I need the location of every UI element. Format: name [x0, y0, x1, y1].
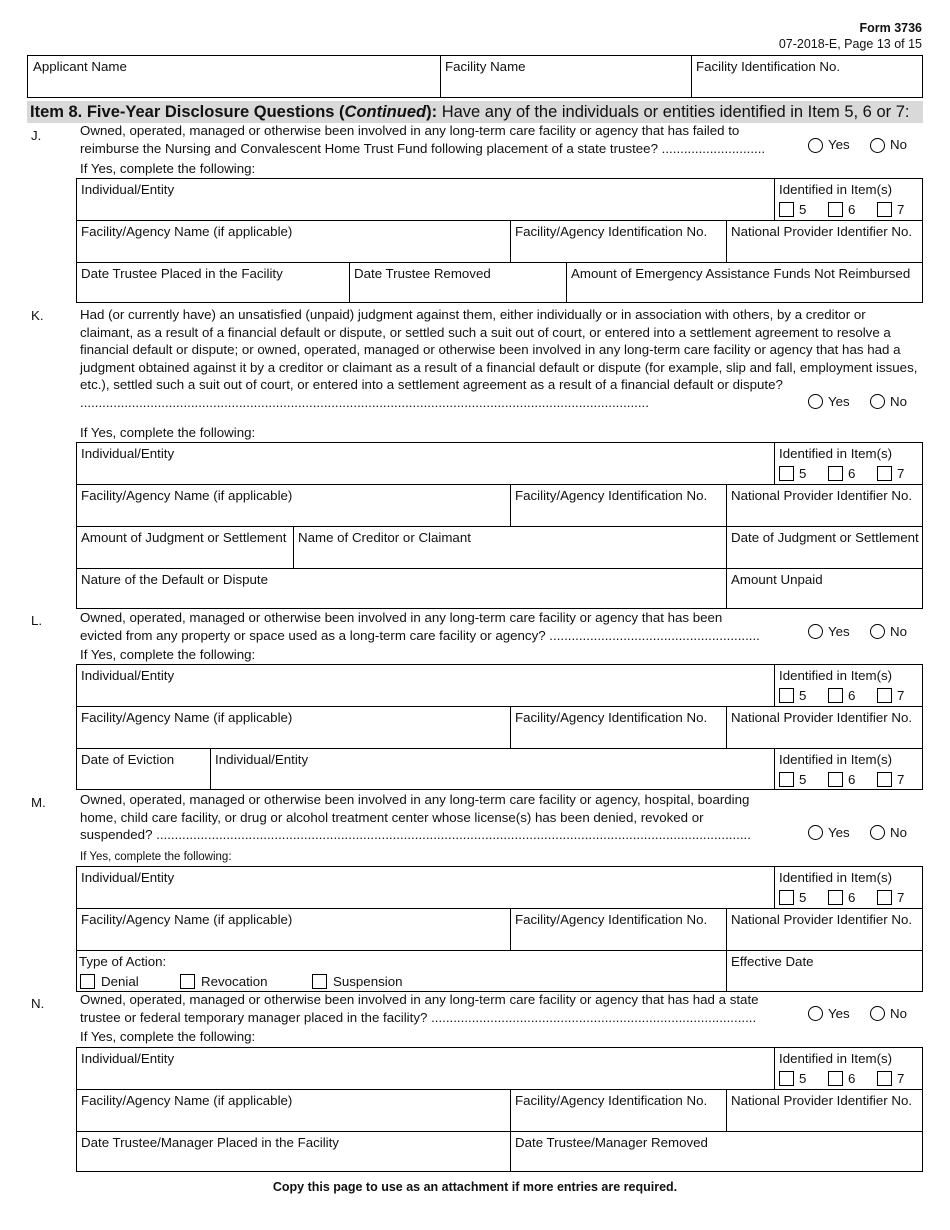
- k-date-judgment-label: Date of Judgment or Settlement: [731, 530, 919, 545]
- k-creditor-label: Name of Creditor or Claimant: [298, 530, 471, 545]
- m-item6-checkbox[interactable]: [828, 890, 843, 905]
- j-item7-label: 7: [897, 202, 905, 217]
- l-item6-checkbox[interactable]: [828, 688, 843, 703]
- m-item5-checkbox[interactable]: [779, 890, 794, 905]
- k-item5-label: 5: [799, 466, 807, 481]
- question-m-yes-radio[interactable]: [808, 825, 823, 840]
- m-suspension-checkbox[interactable]: [312, 974, 327, 989]
- question-n-yes-radio[interactable]: [808, 1006, 823, 1021]
- j-item6-label: 6: [848, 202, 856, 217]
- m-effective-date-label: Effective Date: [731, 954, 814, 969]
- n-date-placed-label: Date Trustee/Manager Placed in the Facility: [81, 1135, 339, 1150]
- m-item5-label: 5: [799, 890, 807, 905]
- question-k-text: Had (or currently have) an unsatisfied (unpaid) judgment against them, either individually or in association with others, by a creditor or claimant, as a result of a financial default or dispute, or settled such a suit out of court, or entered into a settlement agreement to resolve a financial default or dispute; or owned, operated, managed or otherwise been involved in any long-term care facility or agency that has had a judgment obtained against it by a creditor or claimant as a result of a financial default or dispute (for example, slip and fall, employment issues, etc.), settled such a suit out of court, or entered into a settlement agreement as a result of a financial default or dispute? ..........................................................................................................................................................: [80, 307, 918, 410]
- j-item5-checkbox[interactable]: [779, 202, 794, 217]
- applicant-name-label: Applicant Name: [33, 59, 127, 74]
- l-item5-label: 5: [799, 688, 807, 703]
- k-item7-checkbox[interactable]: [877, 466, 892, 481]
- m-type-action-label: Type of Action:: [79, 954, 167, 969]
- l-item7-checkbox[interactable]: [877, 688, 892, 703]
- j-item7-checkbox[interactable]: [877, 202, 892, 217]
- question-n-table: [76, 1047, 923, 1172]
- question-m-yes-label: Yes: [828, 825, 850, 840]
- top-fields-table: [27, 55, 923, 98]
- question-j-yes-label: Yes: [828, 137, 850, 152]
- n-facility-id-label: Facility/Agency Identification No.: [515, 1093, 708, 1108]
- question-m-no-radio[interactable]: [870, 825, 885, 840]
- j-facility-id-label: Facility/Agency Identification No.: [515, 224, 708, 239]
- form-number: Form 3736: [859, 21, 922, 35]
- question-n-line2: trustee or federal temporary manager placed in the facility? ........................................................................................: [80, 1009, 757, 1025]
- question-m-line1: Owned, operated, managed or otherwise been involved in any long-term care facility or agency, hospital, boarding: [80, 792, 750, 807]
- k-facility-id-label: Facility/Agency Identification No.: [515, 488, 708, 503]
- k-item6-checkbox[interactable]: [828, 466, 843, 481]
- m-individual-entity-label: Individual/Entity: [81, 870, 175, 885]
- n-facility-name-label: Facility/Agency Name (if applicable): [81, 1093, 293, 1108]
- question-n-text: [80, 991, 920, 1026]
- l-facility-name-label: Facility/Agency Name (if applicable): [81, 710, 293, 725]
- j-date-removed-label: Date Trustee Removed: [354, 266, 491, 281]
- j-item5-label: 5: [799, 202, 807, 217]
- k-item7-label: 7: [897, 466, 905, 481]
- question-j-line1: Owned, operated, managed or otherwise been involved in any long-term care facility or agency that has failed to: [80, 123, 740, 138]
- l-item7-label: 7: [897, 688, 905, 703]
- j-npi-label: National Provider Identifier No.: [731, 224, 913, 239]
- question-m-if-yes: If Yes, complete the following:: [80, 851, 232, 863]
- m-denial-label: Denial: [101, 974, 139, 989]
- j-identified-label: Identified in Item(s): [779, 182, 893, 197]
- l-npi-label: National Provider Identifier No.: [731, 710, 913, 725]
- m-denial-checkbox[interactable]: [80, 974, 95, 989]
- facility-id-label: Facility Identification No.: [696, 59, 841, 74]
- n-date-removed-label: Date Trustee/Manager Removed: [515, 1135, 708, 1150]
- question-l-if-yes: If Yes, complete the following:: [80, 647, 256, 662]
- k-nature-label: Nature of the Default or Dispute: [81, 572, 268, 587]
- l2-item6-checkbox[interactable]: [828, 772, 843, 787]
- k-amount-unpaid-label: Amount Unpaid: [731, 572, 823, 587]
- k-facility-name-label: Facility/Agency Name (if applicable): [81, 488, 293, 503]
- m-revocation-checkbox[interactable]: [180, 974, 195, 989]
- m-revocation-label: Revocation: [201, 974, 268, 989]
- question-k-no-label: No: [890, 394, 907, 409]
- question-m-letter: M.: [31, 795, 46, 810]
- n-item7-checkbox[interactable]: [877, 1071, 892, 1086]
- question-k-if-yes: If Yes, complete the following:: [80, 425, 256, 440]
- section-banner: [27, 101, 923, 123]
- l-facility-id-label: Facility/Agency Identification No.: [515, 710, 708, 725]
- question-n-line1: Owned, operated, managed or otherwise been involved in any long-term care facility or agency that has had a state: [80, 992, 759, 1007]
- n-individual-entity-label: Individual/Entity: [81, 1051, 175, 1066]
- question-l-yes-label: Yes: [828, 624, 850, 639]
- l-item5-checkbox[interactable]: [779, 688, 794, 703]
- question-l-no-label: No: [890, 624, 907, 639]
- question-k-no-radio[interactable]: [870, 394, 885, 409]
- k-amount-judgment-label: Amount of Judgment or Settlement: [81, 530, 287, 545]
- question-j-yes-radio[interactable]: [808, 138, 823, 153]
- question-k-table: [76, 442, 923, 609]
- question-n-letter: N.: [31, 996, 45, 1011]
- j-individual-entity-label: Individual/Entity: [81, 182, 175, 197]
- question-l-table: [76, 664, 923, 790]
- question-k-yes-radio[interactable]: [808, 394, 823, 409]
- j-date-placed-label: Date Trustee Placed in the Facility: [81, 266, 283, 281]
- m-item7-checkbox[interactable]: [877, 890, 892, 905]
- question-l-letter: L.: [31, 613, 43, 628]
- page-info: 07-2018-E, Page 13 of 15: [778, 37, 922, 51]
- m-facility-id-label: Facility/Agency Identification No.: [515, 912, 708, 927]
- question-j-table: [76, 178, 923, 303]
- banner-bold2: ):: [426, 103, 438, 121]
- question-l-yes-radio[interactable]: [808, 624, 823, 639]
- l-identified-label: Identified in Item(s): [779, 668, 893, 683]
- question-j-no-radio[interactable]: [870, 138, 885, 153]
- question-m-line2: home, child care facility, or drug or alcohol treatment center whose license(s) has been denied, revoked or: [80, 809, 704, 825]
- l2-item5-checkbox[interactable]: [779, 772, 794, 787]
- question-m-table: [76, 866, 923, 992]
- k-identified-label: Identified in Item(s): [779, 446, 893, 461]
- l-individual-entity2-label: Individual/Entity: [215, 752, 309, 767]
- l-date-eviction-label: Date of Eviction: [81, 752, 175, 767]
- l2-item6-label: 6: [848, 772, 856, 787]
- question-j-line2: reimburse the Nursing and Convalescent Home Trust Fund following placement of a state trustee? ............................: [80, 140, 766, 156]
- n-item5-label: 5: [799, 1071, 807, 1086]
- banner-italic: Continued: [344, 103, 427, 121]
- question-n-if-yes: If Yes, complete the following:: [80, 1029, 256, 1044]
- k-item5-checkbox[interactable]: [779, 466, 794, 481]
- m-item6-label: 6: [848, 890, 856, 905]
- k-individual-entity-label: Individual/Entity: [81, 446, 175, 461]
- question-l-line2: evicted from any property or space used as a long-term care facility or agency? .........................................................: [80, 627, 760, 643]
- m-item7-label: 7: [897, 890, 905, 905]
- question-j-no-label: No: [890, 137, 907, 152]
- l-item6-label: 6: [848, 688, 856, 703]
- l2-item5-label: 5: [799, 772, 807, 787]
- question-l-line1: Owned, operated, managed or otherwise been involved in any long-term care facility or agency that has been: [80, 610, 723, 625]
- question-j-text: [80, 122, 920, 157]
- question-j-letter: J.: [31, 128, 42, 143]
- n-item5-checkbox[interactable]: [779, 1071, 794, 1086]
- k-item6-label: 6: [848, 466, 856, 481]
- question-n-no-radio[interactable]: [870, 1006, 885, 1021]
- j-facility-name-label: Facility/Agency Name (if applicable): [81, 224, 293, 239]
- m-npi-label: National Provider Identifier No.: [731, 912, 913, 927]
- question-m-line3: suspended? .................................................................................................................................................................: [80, 827, 751, 842]
- n-item6-checkbox[interactable]: [828, 1071, 843, 1086]
- question-m-no-label: No: [890, 825, 907, 840]
- question-n-yes-label: Yes: [828, 1006, 850, 1021]
- n-item7-label: 7: [897, 1071, 905, 1086]
- footer-note: Copy this page to use as an attachment if more entries are required.: [272, 1180, 678, 1194]
- j-item6-checkbox[interactable]: [828, 202, 843, 217]
- m-suspension-label: Suspension: [333, 974, 403, 989]
- question-k-yes-label: Yes: [828, 394, 850, 409]
- m-identified-label: Identified in Item(s): [779, 870, 893, 885]
- k-npi-label: National Provider Identifier No.: [731, 488, 913, 503]
- l-identified2-label: Identified in Item(s): [779, 752, 893, 767]
- banner-bold: Item 8. Five-Year Disclosure Questions (: [30, 103, 345, 121]
- l2-item7-label: 7: [897, 772, 905, 787]
- banner-rest: Have any of the individuals or entities identified in Item 5, 6 or 7:: [437, 103, 910, 121]
- l2-item7-checkbox[interactable]: [877, 772, 892, 787]
- m-facility-name-label: Facility/Agency Name (if applicable): [81, 912, 293, 927]
- question-n-no-label: No: [890, 1006, 907, 1021]
- question-j-if-yes: If Yes, complete the following:: [80, 161, 256, 176]
- question-l-text: [80, 609, 920, 644]
- l-individual-entity-label: Individual/Entity: [81, 668, 175, 683]
- n-item6-label: 6: [848, 1071, 856, 1086]
- question-k-letter: K.: [31, 308, 44, 323]
- n-npi-label: National Provider Identifier No.: [731, 1093, 913, 1108]
- n-identified-label: Identified in Item(s): [779, 1051, 893, 1066]
- facility-name-label: Facility Name: [445, 59, 526, 74]
- question-l-no-radio[interactable]: [870, 624, 885, 639]
- j-amount-label: Amount of Emergency Assistance Funds Not Reimbursed: [571, 266, 911, 281]
- question-m-text: [80, 791, 920, 844]
